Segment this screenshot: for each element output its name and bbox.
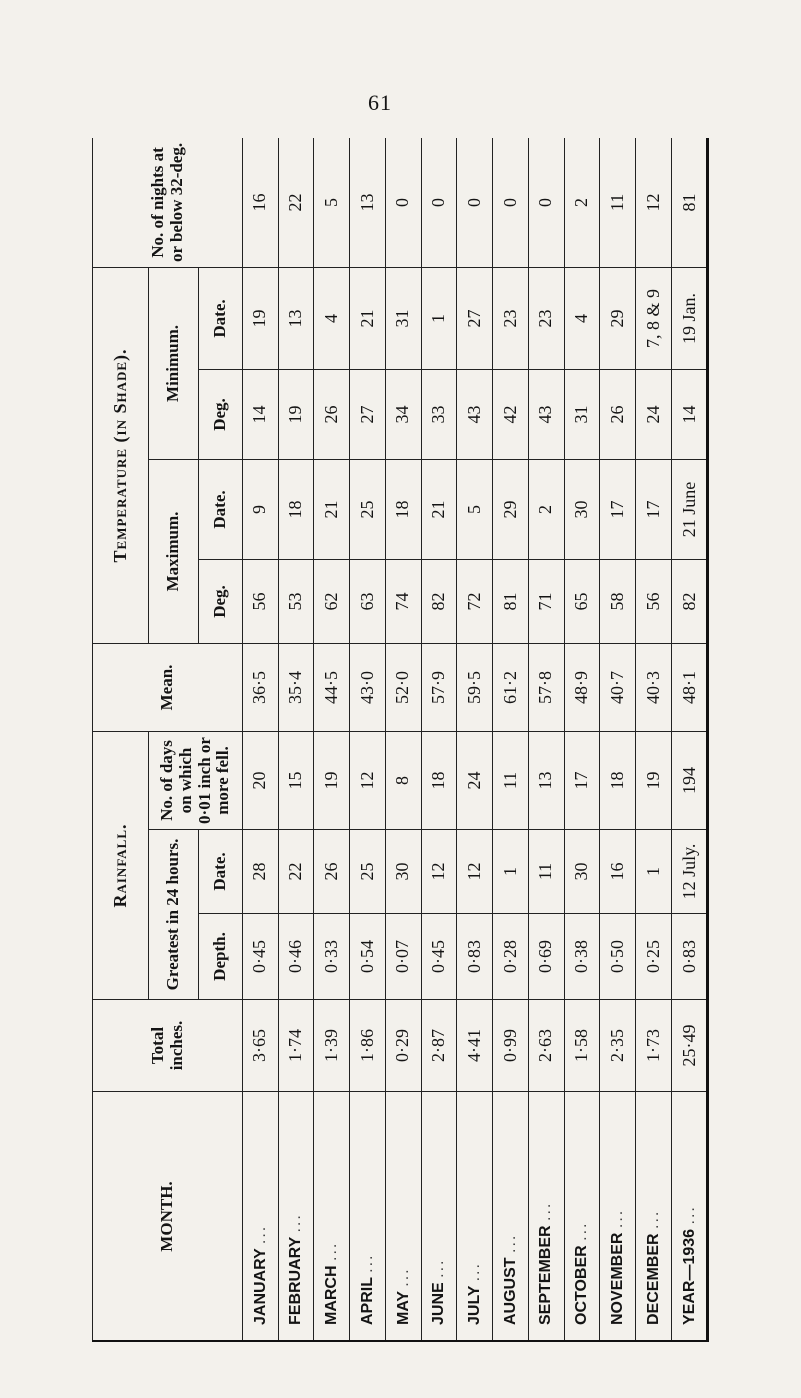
depth-cell: 0·69 [528, 914, 564, 1000]
nights-cell: 0 [385, 138, 421, 267]
mean-cell: 40·7 [600, 643, 636, 731]
table-row [243, 138, 279, 1342]
nights-cell: 0 [457, 138, 493, 267]
min-deg-cell: 33 [421, 369, 457, 459]
leader-dots: ... [287, 1213, 305, 1233]
greatest-date-cell: 1 [636, 830, 672, 914]
month-label: DECEMBER [644, 1233, 662, 1325]
mean-cell: 48·1 [671, 643, 708, 731]
total-inches-cell: 4·41 [457, 1000, 493, 1092]
month-label: AUGUST [501, 1257, 519, 1325]
days-rain-cell: 24 [457, 731, 493, 829]
table-row [314, 138, 350, 1342]
month-cell [243, 1092, 279, 1342]
max-date-cell: 21 June [671, 459, 708, 559]
mean-cell: 48·9 [564, 643, 600, 731]
min-date-cell: 31 [385, 267, 421, 369]
depth-cell: 0·83 [457, 914, 493, 1000]
min-deg-cell: 27 [350, 369, 386, 459]
depth-cell: 0·25 [636, 914, 672, 1000]
min-deg-cell: 42 [493, 369, 529, 459]
table-row [385, 138, 421, 1342]
nights-cell: 16 [243, 138, 279, 267]
greatest-date-cell: 28 [243, 830, 279, 914]
days-rain-cell: 19 [314, 731, 350, 829]
table-row [636, 138, 672, 1342]
days-rain-cell: 12 [350, 731, 386, 829]
depth-cell: 0·45 [243, 914, 279, 1000]
min-deg-cell: 26 [600, 369, 636, 459]
min-date-cell: 1 [421, 267, 457, 369]
month-label: JULY [465, 1285, 483, 1325]
month-label: JANUARY [251, 1248, 269, 1325]
greatest-date-cell: 30 [385, 830, 421, 914]
greatest-date-cell: 1 [493, 830, 529, 914]
table-row [528, 138, 564, 1342]
header-min-deg: Deg. [199, 369, 243, 459]
nights-cell: 12 [636, 138, 672, 267]
min-deg-cell: 19 [278, 369, 314, 459]
month-cell [528, 1092, 564, 1342]
leader-dots: ... [537, 1201, 555, 1221]
min-deg-cell: 14 [243, 369, 279, 459]
page-number: 61 [368, 90, 392, 115]
min-deg-cell: 26 [314, 369, 350, 459]
header-nights-below-32: No. of nights at or below 32-deg. [93, 138, 243, 267]
total-inches-cell: 0·29 [385, 1000, 421, 1092]
min-deg-cell: 43 [528, 369, 564, 459]
max-deg-cell: 72 [457, 559, 493, 643]
month-label: FEBRUARY [287, 1236, 305, 1325]
table-row [457, 138, 493, 1342]
month-cell [493, 1092, 529, 1342]
total-inches-cell: 1·39 [314, 1000, 350, 1092]
min-deg-cell: 34 [385, 369, 421, 459]
month-label: YEAR—1936 [680, 1228, 698, 1325]
max-date-cell: 30 [564, 459, 600, 559]
header-minimum: Minimum. [149, 267, 199, 459]
table-body [243, 138, 709, 1342]
table-row [564, 138, 600, 1342]
mean-cell: 57·8 [528, 643, 564, 731]
depth-cell: 0·33 [314, 914, 350, 1000]
max-date-cell: 9 [243, 459, 279, 559]
total-inches-cell: 1·58 [564, 1000, 600, 1092]
header-days-rain: No. of days on which 0·01 inch or more fell. [149, 731, 243, 829]
leader-dots: ... [323, 1241, 341, 1261]
min-date-cell: 19 Jan. [671, 267, 708, 369]
leader-dots: ... [501, 1233, 519, 1253]
max-deg-cell: 82 [421, 559, 457, 643]
total-inches-cell: 0·99 [493, 1000, 529, 1092]
max-deg-cell: 65 [564, 559, 600, 643]
max-deg-cell: 81 [493, 559, 529, 643]
mean-cell: 44·5 [314, 643, 350, 731]
max-date-cell: 18 [385, 459, 421, 559]
mean-cell: 61·2 [493, 643, 529, 731]
days-rain-cell: 15 [278, 731, 314, 829]
table-row [600, 138, 636, 1342]
min-date-cell: 23 [528, 267, 564, 369]
greatest-date-cell: 12 July. [671, 830, 708, 914]
header-temperature: Temperature (in Shade). [93, 267, 149, 643]
month-label: MARCH [323, 1265, 341, 1325]
depth-cell: 0·54 [350, 914, 386, 1000]
table-row [278, 138, 314, 1342]
leader-dots: ... [680, 1205, 698, 1225]
header-depth: Depth. [199, 914, 243, 1000]
greatest-date-cell: 26 [314, 830, 350, 914]
min-date-cell: 19 [243, 267, 279, 369]
table-row [421, 138, 457, 1342]
depth-cell: 0·45 [421, 914, 457, 1000]
total-inches-cell: 25·49 [671, 1000, 708, 1092]
max-date-cell: 2 [528, 459, 564, 559]
min-deg-cell: 14 [671, 369, 708, 459]
total-inches-cell: 3·65 [243, 1000, 279, 1092]
min-deg-cell: 31 [564, 369, 600, 459]
leader-dots: ... [430, 1258, 448, 1278]
min-date-cell: 21 [350, 267, 386, 369]
days-rain-cell: 20 [243, 731, 279, 829]
max-deg-cell: 62 [314, 559, 350, 643]
greatest-date-cell: 11 [528, 830, 564, 914]
depth-cell: 0·28 [493, 914, 529, 1000]
month-label: SEPTEMBER [537, 1225, 555, 1325]
mean-cell: 40·3 [636, 643, 672, 731]
leader-dots: ... [573, 1221, 591, 1241]
month-cell [671, 1092, 708, 1342]
leader-dots: ... [394, 1267, 412, 1287]
max-deg-cell: 53 [278, 559, 314, 643]
leader-dots: ... [251, 1224, 269, 1245]
table-caption [0, 0, 62, 1398]
leader-dots: ... [608, 1208, 626, 1229]
max-date-cell: 21 [314, 459, 350, 559]
meteorology-table-frame [92, 138, 709, 1342]
month-label: APRIL [358, 1277, 376, 1325]
days-rain-cell: 17 [564, 731, 600, 829]
depth-cell: 0·83 [671, 914, 708, 1000]
month-cell [385, 1092, 421, 1342]
max-deg-cell: 63 [350, 559, 386, 643]
header-total-inches: Total inches. [93, 1000, 243, 1092]
nights-cell: 0 [421, 138, 457, 267]
days-rain-cell: 18 [600, 731, 636, 829]
table-row [671, 138, 708, 1342]
days-rain-cell: 19 [636, 731, 672, 829]
nights-cell: 11 [600, 138, 636, 267]
month-cell [457, 1092, 493, 1342]
leader-dots: ... [358, 1253, 376, 1273]
month-cell [600, 1092, 636, 1342]
nights-cell: 5 [314, 138, 350, 267]
greatest-date-cell: 16 [600, 830, 636, 914]
depth-cell: 0·38 [564, 914, 600, 1000]
month-cell [278, 1092, 314, 1342]
days-rain-cell: 11 [493, 731, 529, 829]
leader-dots: ... [465, 1262, 483, 1282]
max-date-cell: 18 [278, 459, 314, 559]
min-date-cell: 4 [314, 267, 350, 369]
min-date-cell: 7, 8 & 9 [636, 267, 672, 369]
max-deg-cell: 56 [636, 559, 672, 643]
total-inches-cell: 1·74 [278, 1000, 314, 1092]
max-date-cell: 17 [600, 459, 636, 559]
mean-cell: 36·5 [243, 643, 279, 731]
month-cell [421, 1092, 457, 1342]
header-min-date: Date. [199, 267, 243, 369]
table-row [350, 138, 386, 1342]
days-rain-cell: 13 [528, 731, 564, 829]
max-deg-cell: 74 [385, 559, 421, 643]
month-label: NOVEMBER [608, 1232, 626, 1325]
min-date-cell: 4 [564, 267, 600, 369]
min-date-cell: 27 [457, 267, 493, 369]
header-max-deg: Deg. [199, 559, 243, 643]
greatest-date-cell: 25 [350, 830, 386, 914]
total-inches-cell: 1·73 [636, 1000, 672, 1092]
mean-cell: 35·4 [278, 643, 314, 731]
max-date-cell: 5 [457, 459, 493, 559]
nights-cell: 13 [350, 138, 386, 267]
month-label: JUNE [430, 1282, 448, 1325]
nights-cell: 2 [564, 138, 600, 267]
max-deg-cell: 82 [671, 559, 708, 643]
min-deg-cell: 43 [457, 369, 493, 459]
total-inches-cell: 1·86 [350, 1000, 386, 1092]
header-max-date: Date. [199, 459, 243, 559]
days-rain-cell: 8 [385, 731, 421, 829]
greatest-date-cell: 30 [564, 830, 600, 914]
nights-cell: 22 [278, 138, 314, 267]
total-inches-cell: 2·87 [421, 1000, 457, 1092]
greatest-date-cell: 22 [278, 830, 314, 914]
min-date-cell: 23 [493, 267, 529, 369]
max-date-cell: 29 [493, 459, 529, 559]
month-cell [350, 1092, 386, 1342]
mean-cell: 52·0 [385, 643, 421, 731]
header-rain-date: Date. [199, 830, 243, 914]
min-date-cell: 13 [278, 267, 314, 369]
max-date-cell: 25 [350, 459, 386, 559]
header-rainfall: Rainfall. [93, 731, 149, 999]
depth-cell: 0·07 [385, 914, 421, 1000]
month-cell [314, 1092, 350, 1342]
days-rain-cell: 18 [421, 731, 457, 829]
total-inches-cell: 2·63 [528, 1000, 564, 1092]
greatest-date-cell: 12 [457, 830, 493, 914]
meteorology-table [92, 138, 709, 1342]
header-maximum: Maximum. [149, 459, 199, 643]
header-month: MONTH. [93, 1092, 243, 1342]
nights-cell: 81 [671, 138, 708, 267]
leader-dots: ... [644, 1209, 662, 1229]
depth-cell: 0·46 [278, 914, 314, 1000]
month-label: MAY [394, 1291, 412, 1325]
total-inches-cell: 2·35 [600, 1000, 636, 1092]
month-label: OCTOBER [573, 1245, 591, 1325]
depth-cell: 0·50 [600, 914, 636, 1000]
header-mean: Mean. [93, 643, 243, 731]
max-deg-cell: 71 [528, 559, 564, 643]
mean-cell: 59·5 [457, 643, 493, 731]
table-row [493, 138, 529, 1342]
nights-cell: 0 [493, 138, 529, 267]
mean-cell: 43·0 [350, 643, 386, 731]
greatest-date-cell: 12 [421, 830, 457, 914]
min-date-cell: 29 [600, 267, 636, 369]
max-date-cell: 17 [636, 459, 672, 559]
max-deg-cell: 58 [600, 559, 636, 643]
max-deg-cell: 56 [243, 559, 279, 643]
nights-cell: 0 [528, 138, 564, 267]
month-cell [564, 1092, 600, 1342]
max-date-cell: 21 [421, 459, 457, 559]
header-greatest-24-hours: Greatest in 24 hours. [149, 830, 199, 1000]
days-rain-cell: 194 [671, 731, 708, 829]
month-cell [636, 1092, 672, 1342]
mean-cell: 57·9 [421, 643, 457, 731]
min-deg-cell: 24 [636, 369, 672, 459]
